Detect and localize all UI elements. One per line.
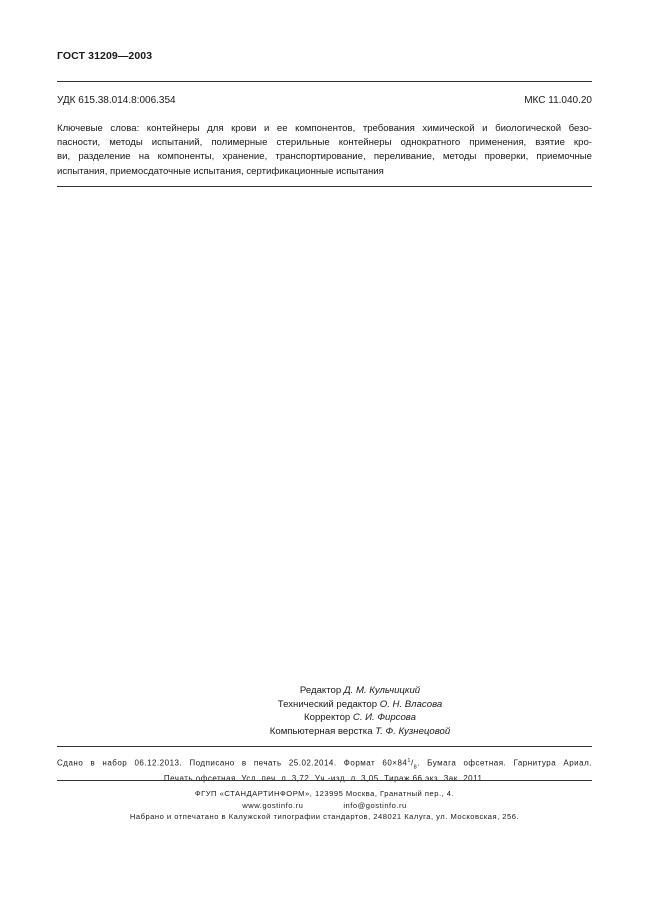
editorial-credits (180, 684, 540, 738)
keywords-paragraph (57, 122, 592, 179)
printer-info: Набрано и отпечатано в Калужской типографии стандартов, 248021 Калуга, ул. Московская, 256. (129, 812, 520, 821)
mks-code: МКС 11.040.20 (524, 95, 592, 106)
publisher-email-link[interactable]: info@gostinfo.ru (343, 800, 407, 810)
publisher-info (57, 788, 592, 823)
header-divider (57, 81, 592, 82)
keywords-line: испытания, приемосдаточные испытания, сертификационные испытания (57, 165, 384, 177)
imprint-line-2: Печать офсетная. Усл. печ. л. 3,72. Уч.-изд. л. 3,05. Тираж 66 экз. Зак. 2011. (163, 774, 486, 784)
publisher-website-link[interactable]: www.gostinfo.ru (242, 800, 304, 810)
publisher-address: ФГУП «СТАНДАРТИНФОРМ», 123995 Москва, Гранатный пер., 4. (194, 789, 455, 798)
imprint-line-1: Сдано в набор 06.12.2013. Подписано в печать 25.02.2014. Формат $60\times 84^1/_8$. Бумага офсетная. Гарнитура Ариал. (57, 758, 592, 771)
classification-row (57, 95, 592, 106)
credit-proofreader: Корректор С. И. Фирсова (304, 712, 416, 723)
publisher-contacts (57, 800, 592, 812)
credit-technical-editor: Технический редактор О. Н. Власова (277, 698, 443, 710)
udk-code: УДК 615.38.014.8:006.354 (57, 95, 176, 106)
imprint-bottom-divider (57, 780, 592, 781)
keywords-divider (57, 186, 592, 187)
keywords-line: пасности, методы испытаний, полимерные стерильные контейнеры однократного применения, взятие кро- (57, 137, 592, 149)
keywords-line: ви, разделение на компоненты, хранение, транспортирование, переливание, методы проверки, приемочные (57, 151, 592, 163)
document-header-title: ГОСТ 31209—2003 (57, 50, 153, 62)
imprint-top-divider (57, 746, 592, 747)
credit-editor: Редактор Д. М. Кульчицкий (299, 685, 421, 696)
keywords-line: Ключевые слова: контейнеры для крови и ее компонентов, требования химической и биологической безо- (57, 123, 592, 134)
credit-layout: Компьютерная верстка Т. Ф. Кузнецовой (269, 725, 451, 737)
